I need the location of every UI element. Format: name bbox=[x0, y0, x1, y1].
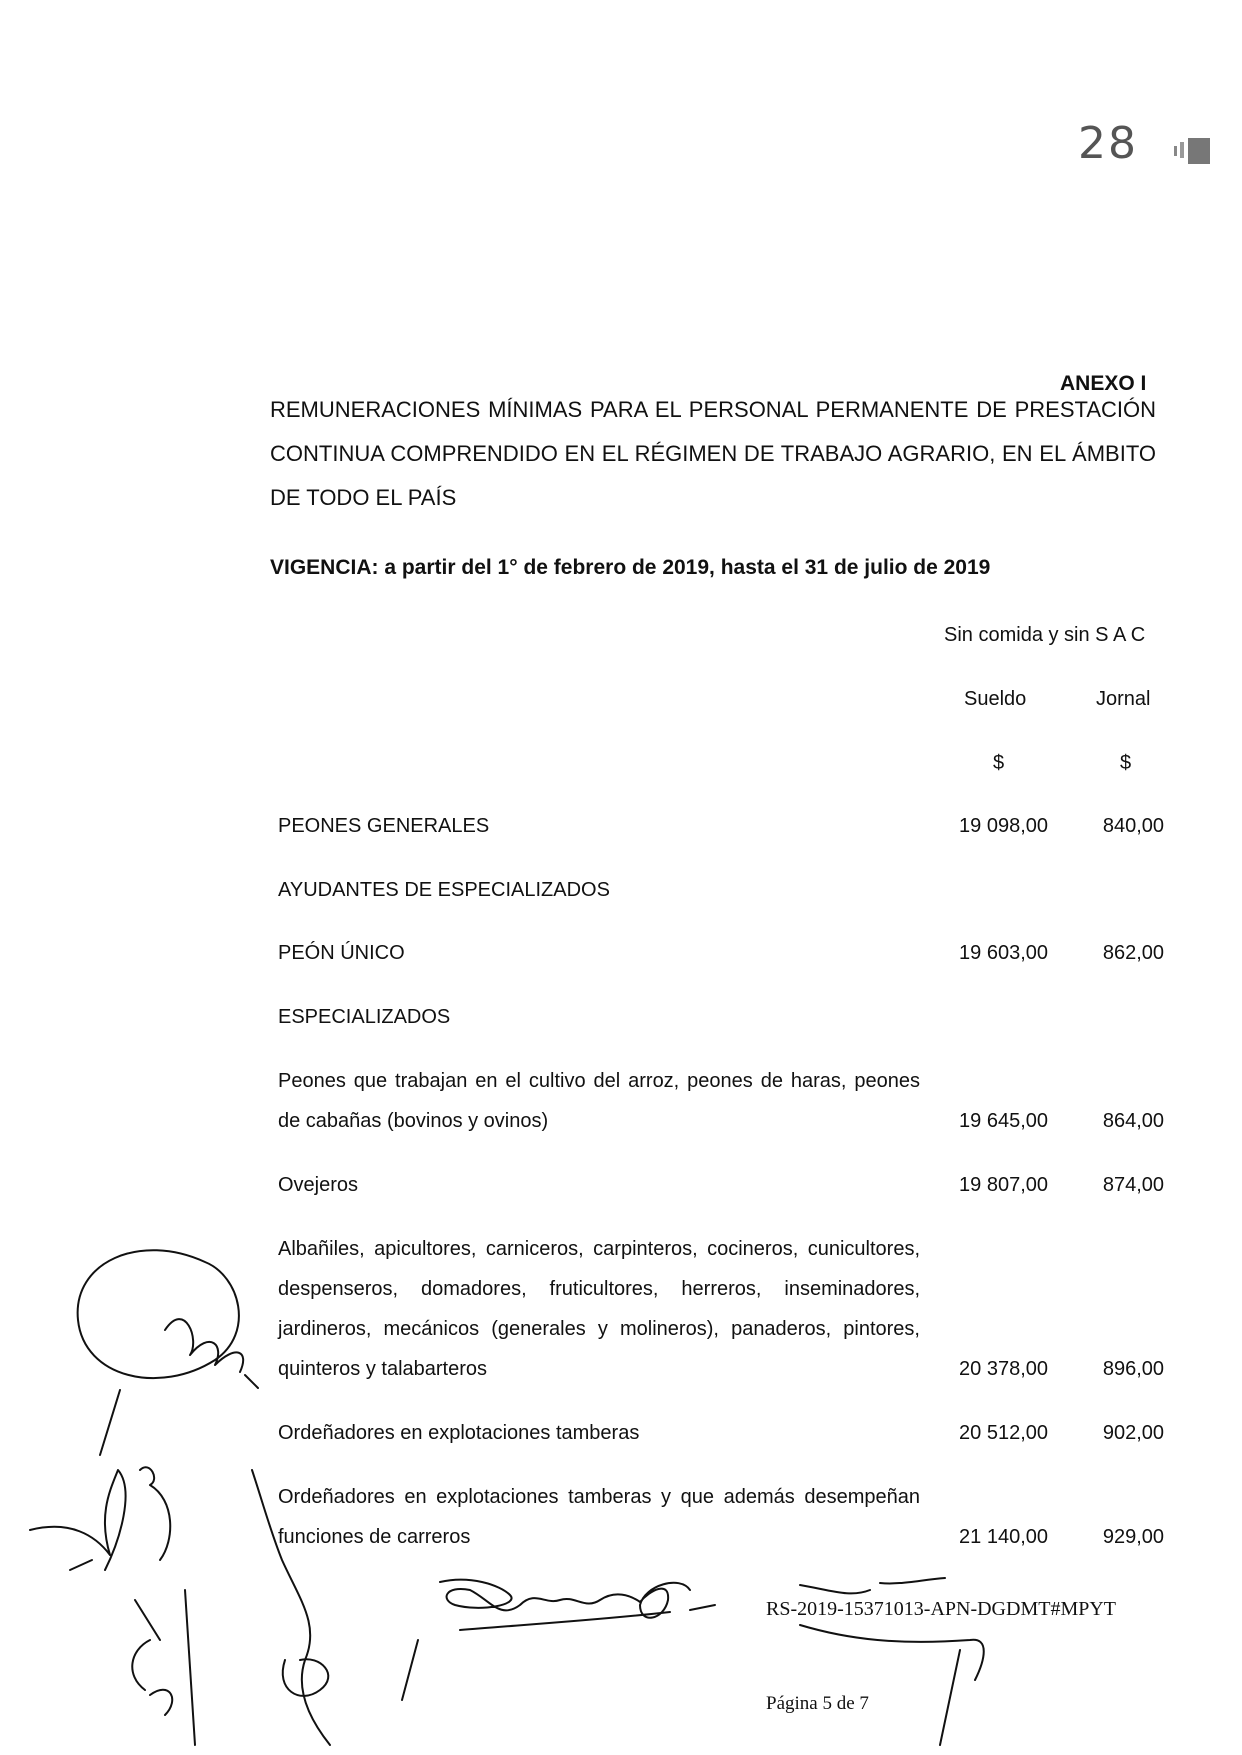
marks-lower-left bbox=[132, 1590, 195, 1745]
annex-label: ANEXO I bbox=[1060, 372, 1147, 395]
row-sueldo-ordenadores: 20 512,00 bbox=[959, 1422, 1048, 1444]
row-sueldo-peon-unico: 19 603,00 bbox=[959, 942, 1048, 964]
stamp-mark bbox=[1170, 134, 1214, 168]
row-jornal-ordenadores: 902,00 bbox=[1102, 1422, 1164, 1444]
row-label-ordenadores-carreros: Ordeñadores en explotaciones tamberas y que además desempeñan funciones de carreros bbox=[278, 1486, 920, 1548]
jornal-currency: $ bbox=[1120, 752, 1132, 774]
row-label-ovejeros: Ovejeros bbox=[278, 1174, 359, 1196]
tick-mark-left bbox=[70, 1560, 92, 1570]
row-label-peones-generales: PEONES GENERALES bbox=[278, 815, 490, 837]
sueldo-currency: $ bbox=[993, 752, 1005, 774]
signature-bottom-stem bbox=[402, 1640, 418, 1700]
row-label-ayudantes: AYUDANTES DE ESPECIALIZADOS bbox=[278, 879, 610, 901]
doc-id-strike bbox=[800, 1625, 984, 1680]
row-label-peon-unico: PEÓN ÚNICO bbox=[278, 942, 405, 964]
sueldo-header: Sueldo bbox=[964, 688, 1027, 710]
row-sueldo-peones-generales: 19 098,00 bbox=[959, 815, 1048, 837]
scribble-loop-bottom bbox=[283, 1659, 329, 1696]
signature-stem-left bbox=[100, 1390, 120, 1455]
column-note: Sin comida y sin S A C bbox=[944, 624, 1146, 646]
folio-stamp: 28 bbox=[1078, 118, 1138, 169]
row-jornal-peones-generales: 840,00 bbox=[1102, 815, 1164, 837]
row-sueldo-ordenadores-carreros: 21 140,00 bbox=[959, 1526, 1048, 1548]
row-label-especializados: ESPECIALIZADOS bbox=[278, 1006, 451, 1028]
row-jornal-ordenadores-carreros: 929,00 bbox=[1102, 1526, 1164, 1548]
row-sueldo-oficios: 20 378,00 bbox=[959, 1358, 1048, 1380]
signature-bottom bbox=[440, 1580, 690, 1618]
signature-flourish-left bbox=[165, 1319, 258, 1388]
initials-mid-left bbox=[30, 1467, 170, 1570]
signature-bottom-underline bbox=[460, 1612, 670, 1630]
row-sueldo-arroz-haras: 19 645,00 bbox=[959, 1110, 1048, 1132]
document-id: RS-2019-15371013-APN-DGDMT#MPYT bbox=[766, 1598, 1117, 1620]
row-jornal-peon-unico: 862,00 bbox=[1102, 942, 1164, 964]
document-title: REMUNERACIONES MÍNIMAS PARA EL PERSONAL PERMANENTE DE PRESTACIÓN CONTINUA COMPRENDIDO EN EL RÉGIMEN DE TRABAJO AGRARIO, EN EL ÁMBITO DE TODO EL PAÍS bbox=[270, 397, 1156, 510]
row-jornal-arroz-haras: 864,00 bbox=[1102, 1110, 1164, 1132]
page-number: Página 5 de 7 bbox=[766, 1693, 869, 1714]
row-label-ordenadores: Ordeñadores en explotaciones tamberas bbox=[278, 1422, 640, 1444]
row-label-arroz-haras: Peones que trabajan en el cultivo del arroz, peones de haras, peones de cabañas (bovinos y ovinos) bbox=[278, 1070, 920, 1132]
doc-id-slash bbox=[940, 1650, 960, 1745]
dash-mark bbox=[690, 1605, 715, 1610]
doc-id-flourish bbox=[800, 1578, 945, 1593]
row-jornal-oficios: 896,00 bbox=[1102, 1358, 1164, 1380]
row-label-oficios: Albañiles, apicultores, carniceros, carpinteros, cocineros, cunicultores, despenseros, domadores, fruticultores, herreros, inseminadores, jardineros, mecánicos (generales y molineros), panaderos, pintores, quinteros y talabarteros bbox=[278, 1238, 920, 1380]
row-jornal-ovejeros: 874,00 bbox=[1102, 1174, 1164, 1196]
signature-loop-left bbox=[78, 1250, 239, 1378]
row-sueldo-ovejeros: 19 807,00 bbox=[959, 1174, 1048, 1196]
validity-period: VIGENCIA: a partir del 1° de febrero de 2019, hasta el 31 de julio de 2019 bbox=[270, 556, 991, 579]
jornal-header: Jornal bbox=[1096, 688, 1151, 710]
